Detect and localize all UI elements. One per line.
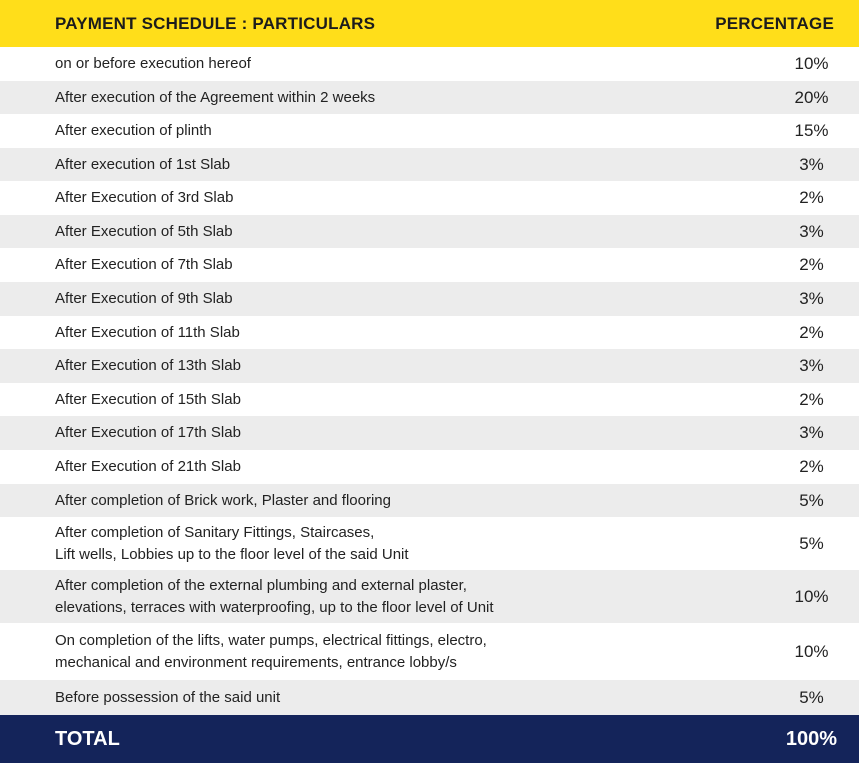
row-particular: After Execution of 5th Slab [55,222,233,240]
table-row [0,680,859,715]
table-row [0,282,859,316]
table-row [0,47,859,81]
table-row [0,416,859,450]
table-row [0,215,859,248]
table-row [0,248,859,282]
header-percentage: PERCENTAGE [715,13,834,33]
row-particular: After completion of the external plumbing and external plaster, elevations, terraces with waterproofing, up to the floor level of Unit [55,576,494,616]
table-row [0,114,859,148]
row-percentage: 3% [799,423,824,442]
row-percentage: 2% [799,457,824,476]
row-percentage: 2% [799,188,824,207]
row-particular: on or before execution hereof [55,55,251,72]
row-percentage: 10% [794,54,829,73]
row-percentage: 2% [799,255,824,274]
total-percentage: 100% [785,727,838,750]
row-percentage: 2% [799,322,824,342]
row-particular: After Execution of 21th Slab [55,458,241,475]
row-percentage: 3% [799,154,824,174]
row-particular: After completion of Brick work, Plaster and flooring [55,491,391,509]
total-label: TOTAL [55,728,120,750]
row-particular: After Execution of 17th Slab [55,424,241,441]
row-particular: Before possession of the said unit [55,688,281,706]
table-row [0,383,859,416]
table-row [0,181,859,215]
row-percentage: 10% [794,641,829,661]
row-particular: After Execution of 13th Slab [55,357,241,374]
row-percentage: 3% [799,356,824,375]
row-particular: After execution of 1st Slab [55,155,231,173]
table-row [0,623,859,680]
table-row [0,517,859,570]
row-particular: After execution of the Agreement within 2 weeks [55,88,376,106]
row-particular: After execution of plinth [55,122,212,139]
row-percentage: 2% [799,389,824,409]
table-row [0,316,859,349]
row-percentage: 20% [794,87,829,107]
row-particular: After Execution of 11th Slab [55,323,240,341]
table-row [0,484,859,517]
table-header [0,0,859,47]
row-percentage: 5% [799,687,824,707]
table-row [0,450,859,484]
row-particular: After Execution of 3rd Slab [55,189,234,206]
table-row [0,148,859,181]
header-particulars: PAYMENT SCHEDULE : PARTICULARS [55,13,376,33]
row-percentage: 5% [799,533,824,553]
row-percentage: 10% [794,586,829,606]
row-particular: After Execution of 7th Slab [55,256,233,273]
row-particular: On completion of the lifts, water pumps, electrical fittings, electro, mechanical and environment requirements, entrance lobby/s [55,631,487,671]
row-particular: After completion of Sanitary Fittings, Staircases, Lift wells, Lobbies up to the floor level of the said Unit [55,523,409,563]
table-row [0,81,859,114]
row-percentage: 3% [799,221,824,241]
row-particular: After Execution of 9th Slab [55,290,233,307]
table-total-row [0,715,859,763]
row-particular: After Execution of 15th Slab [55,390,241,408]
row-percentage: 15% [794,121,829,140]
row-percentage: 5% [799,490,824,510]
table-row [0,349,859,383]
row-percentage: 3% [799,289,824,308]
table-row [0,570,859,623]
